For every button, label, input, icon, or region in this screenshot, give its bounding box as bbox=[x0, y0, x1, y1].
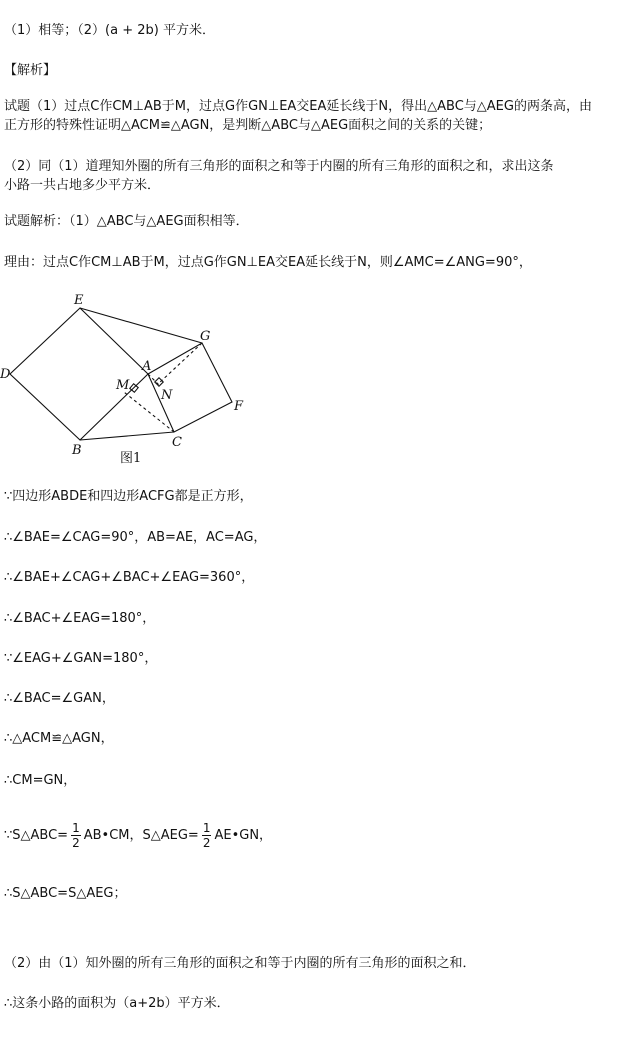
geometry-figure bbox=[0, 288, 260, 468]
label-f: F bbox=[234, 399, 244, 414]
step-9 bbox=[4, 820, 626, 852]
fraction-denominator: 2 bbox=[72, 836, 80, 850]
step-7: ∴△ACM≌△AGN， bbox=[4, 731, 114, 746]
step-1: ∵四边形ABDE和四边形ACFG都是正方形， bbox=[4, 489, 253, 504]
step-2: ∴∠BAE=∠CAG=90°，AB=AE，AC=AG， bbox=[4, 530, 267, 545]
part2-line-1: （2）由（1）知外圈的所有三角形的面积之和等于内圈的所有三角形的面积之和． bbox=[4, 956, 476, 971]
segment-gn bbox=[158, 343, 202, 384]
solution-line-1: 试题解析：（1）△ABC与△AEG面积相等． bbox=[4, 214, 249, 229]
fraction-numerator: 1 bbox=[72, 821, 80, 835]
label-b: B bbox=[72, 443, 82, 458]
step-3: ∴∠BAE+∠CAG+∠BAC+∠EAG=360°， bbox=[4, 570, 255, 585]
fraction-numerator: 1 bbox=[202, 821, 211, 835]
step-4: ∴∠BAC+∠EAG=180°， bbox=[4, 611, 156, 626]
step-10: ∴S△ABC=S△AEG； bbox=[4, 886, 127, 901]
label-d: D bbox=[0, 367, 11, 382]
area-abc-label: ∵S△ABC= bbox=[4, 828, 69, 843]
right-angle-n bbox=[155, 378, 163, 386]
answer-line: （1）相等；（2）(a + 2b) 平方米． bbox=[4, 23, 215, 38]
area-abc-formula: AB•CM，S△AEG= bbox=[83, 828, 199, 843]
label-m: M bbox=[116, 378, 130, 393]
fraction-half-1 bbox=[71, 821, 81, 850]
analysis-text-3: （2）同（1）道理知外圈的所有三角形的面积之和等于内圈的所有三角形的面积之和，求出这条 bbox=[4, 159, 554, 174]
fraction-denominator: 2 bbox=[202, 836, 211, 850]
step-6: ∴∠BAC=∠GAN， bbox=[4, 691, 115, 706]
label-n: N bbox=[161, 388, 173, 403]
area-aeg-formula: AE•GN， bbox=[214, 828, 273, 843]
part2-line-2: ∴这条小路的面积为（a+2b）平方米． bbox=[4, 996, 230, 1011]
label-g: G bbox=[200, 329, 211, 344]
square-abde bbox=[10, 308, 148, 440]
fraction-half-2 bbox=[202, 821, 212, 850]
analysis-heading: 【解析】 bbox=[4, 63, 57, 78]
analysis-text-1: 试题（1）过点C作CM⊥AB于M，过点G作GN⊥EA交EA延长线于N，得出△ABC与△AEG的两条高，由 bbox=[4, 99, 592, 114]
reason-line: 理由：过点C作CM⊥AB于M，过点G作GN⊥EA交EA延长线于N，则∠AMC=∠ANG=90°， bbox=[4, 255, 532, 270]
segment-bc bbox=[80, 432, 174, 440]
label-e: E bbox=[74, 293, 84, 308]
label-c: C bbox=[172, 435, 182, 450]
step-8: ∴CM=GN， bbox=[4, 773, 77, 788]
label-a: A bbox=[142, 359, 152, 374]
figure-caption: 图1 bbox=[120, 451, 142, 466]
analysis-text-2: 正方形的特殊性证明△ACM≌△AGN，是判断△ABC与△AEG面积之间的关系的关键； bbox=[4, 118, 492, 133]
step-5: ∵∠EAG+∠GAN=180°， bbox=[4, 651, 158, 666]
analysis-text-4: 小路一共占地多少平方米． bbox=[4, 178, 161, 193]
